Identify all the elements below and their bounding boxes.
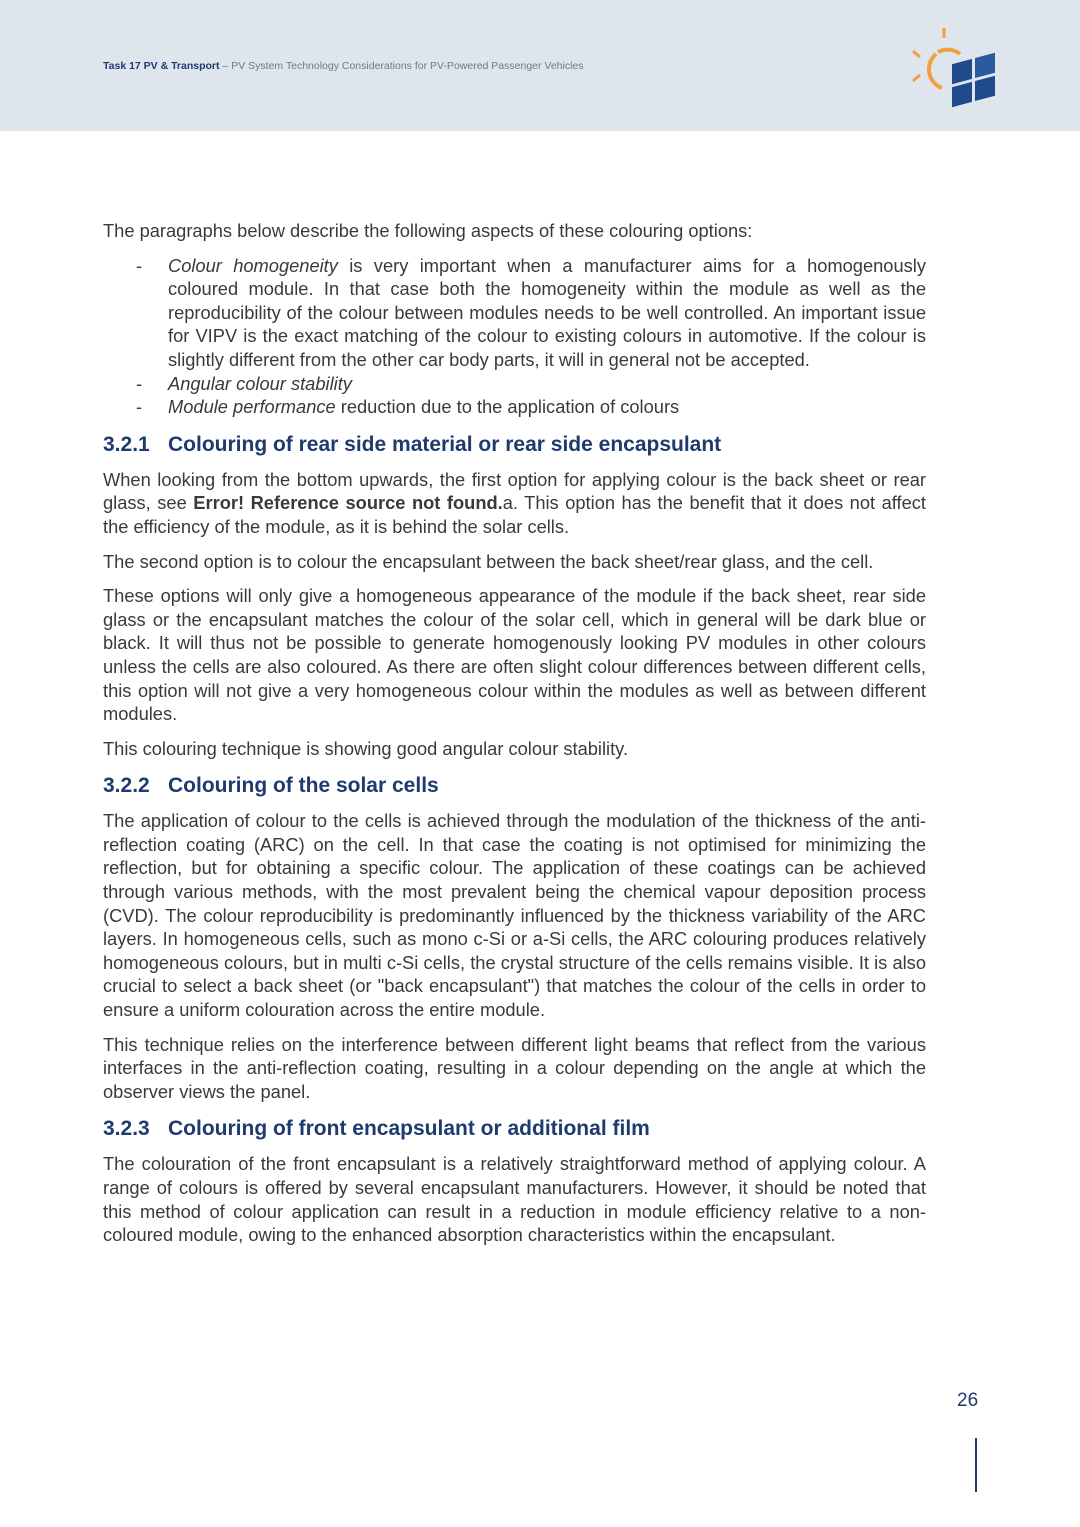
- aspects-list: [103, 254, 926, 419]
- page-marker-line: [975, 1438, 977, 1492]
- running-header: [103, 60, 584, 72]
- list-item: - Module performance reduction due to the application of colours: [136, 396, 680, 418]
- header-subtitle: – PV System Technology Considerations for PV-Powered Passenger Vehicles: [219, 60, 584, 72]
- list-item: - Colour homogeneity is very important when a manufacturer aims for a homogenously coloured module. In that case both the homogeneity within the module as well as the reproducibility of the colour between modules needs to be well controlled. An important issue for VIPV is the exact matching of the colour to existing colours in automotive. If the colour is slightly different from the other car body parts, it will in general not be accepted.: [136, 254, 926, 370]
- sun-solar-panel-logo-icon: [908, 24, 1004, 112]
- paragraph: This colouring technique is showing good angular colour stability.: [103, 737, 629, 759]
- paragraph: The second option is to colour the encapsulant between the back sheet/rear glass, and the cell.: [103, 550, 874, 572]
- section-heading-3-2-1: 3.2.1 Colouring of rear side material or rear side encapsulant: [103, 432, 722, 456]
- document-body: [103, 219, 926, 1258]
- header-task: Task 17 PV & Transport: [103, 60, 220, 72]
- section-heading-3-2-2: 3.2.2 Colouring of the solar cells: [103, 774, 439, 798]
- list-item: - Angular colour stability: [136, 372, 352, 394]
- paragraph: The application of colour to the cells is achieved through the modulation of the thickness of the anti-reflection coating (ARC) on the cell. In that case the coating is not optimised for minimizing the reflection, but for obtaining a specific colour. The application of these coatings can be achieved through various methods, with the most prevalent being the chemical vapour deposition process (CVD). The colour reproducibility is predominantly influenced by the thickness variability of the ARC layers. In homogeneous cells, such as mono c-Si or a-Si cells, the ARC colouring produces relatively homogeneous colours, but in multi c-Si cells, the crystal structure of the cells remains visible. It is also crucial to select a back sheet (or "back encapsulant") that matches the colour of the cells in order to ensure a uniform colouration across the entire module.: [103, 810, 926, 1021]
- intro-paragraph: The paragraphs below describe the following aspects of these colouring options:: [103, 220, 753, 241]
- paragraph: This technique relies on the interference between different light beams that reflect from the various interfaces in the anti-reflection coating, resulting in a colour depending on the angle at which the observer views the panel.: [103, 1033, 926, 1102]
- section-heading-3-2-3: 3.2.3 Colouring of front encapsulant or additional film: [103, 1117, 650, 1141]
- paragraph: When looking from the bottom upwards, the first option for applying colour is the back sheet or rear glass, see Error! Reference source not found.a. This option has the benefit that it does not affect the efficiency of the module, as it is behind the solar cells.: [103, 468, 926, 537]
- page-number: 26: [957, 1390, 979, 1411]
- page-header: [0, 0, 1080, 131]
- paragraph: The colouration of the front encapsulant is a relatively straightforward method of applying colour. A range of colours is offered by several encapsulant manufacturers. However, it should be noted that this method of colour application can result in a reduction in module efficiency relative to a non-coloured module, owing to the enhanced absorption characteristics within the encapsulant.: [103, 1153, 926, 1246]
- paragraph: These options will only give a homogeneous appearance of the module if the back sheet, rear side glass or the encapsulant matches the colour of the solar cell, which in general will be dark blue or black. It will thus not be possible to generate homogenously looking PV modules in other colours unless the cells are also coloured. As there are often slight colour differences between different cells, this option will not give a very homogeneous colour within the modules as well as between different modules.: [103, 585, 926, 725]
- broken-reference: Error! Reference source not found.: [193, 492, 503, 514]
